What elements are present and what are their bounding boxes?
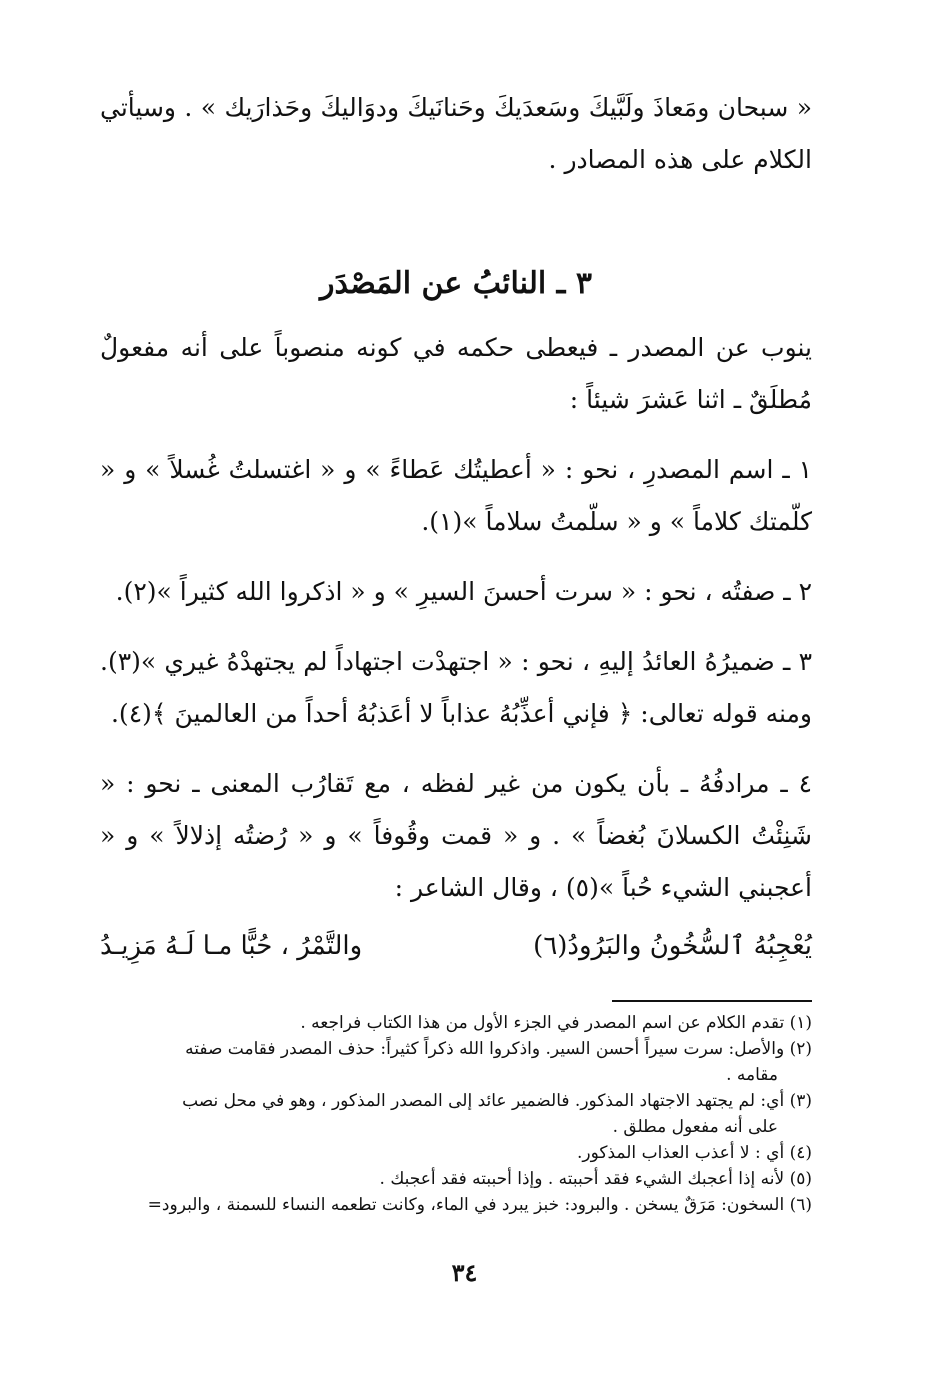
footnote-3: (٣) أي: لم يجتهد الاجتهاد المذكور. فالضمير عائد إلى المصدر المذكور ، وهو في محل نصب على أنه مفعول مطلق . (182, 1091, 812, 1137)
verse-second-hemistich: والتَّمْرُ ، حُبًّا مـا لَـهُ مَزِيـدُ (100, 931, 363, 961)
footnote-6: (٦) السخون: مَرَقٌ يسخن . والبرود: خبز يبرد في الماء، وكانت تطعمه النساء للسمنة ، والبرود= (147, 1195, 812, 1215)
page-body (100, 82, 812, 1218)
paragraph-item-2: ٢ ـ صفتُه ، نحو : « سرت أحسنَ السيرِ » و « اذكروا الله كثيراً »(٢). (115, 577, 812, 606)
footnotes (100, 1010, 812, 1218)
page-number: ٣٤ (451, 1258, 478, 1287)
footnote-5: (٥) لأنه إذا أعجبك الشيء فقد أحببته . وإذا أحببته فقد أعجبك . (379, 1169, 812, 1189)
footnote-divider (612, 1000, 812, 1002)
poetry-verse (100, 920, 812, 972)
section-heading: ٣ ـ النائبُ عن المَصْدَر (320, 266, 592, 301)
verse-first-hemistich: يُعْجِبُهُ ٱلسُّخُونُ والبَرُودُ(٦) (533, 931, 812, 961)
paragraph-intro: « سبحان ومَعاذَ ولَبَّيكَ وسَعدَيكَ وحَنانَيكَ ودوَاليكَ وحَذارَيك » . وسيأتي الكلام على هذه المصادر . (100, 93, 812, 174)
footnote-1: (١) تقدم الكلام عن اسم المصدر في الجزء الأول من هذا الكتاب فراجعه . (300, 1013, 812, 1033)
footnote-2: (٢) والأصل: سرت سيراً أحسن السير. واذكروا الله ذكراً كثيراً: حذف المصدر فقامت صفته مقامه . (185, 1039, 812, 1085)
paragraph-item-1: ١ ـ اسم المصدرِ ، نحو : « أعطيتُك عَطاءً » و « اغتسلتُ غُسلاً » و « كلّمتك كلاماً » و « سلّمتُ سلاماً »(١). (100, 455, 812, 536)
paragraph-item-4: ٤ ـ مرادفُهُ ـ بأن يكون من غير لفظه ، مع تَقارُب المعنى ـ نحو : « شَنِئْتُ الكسلانَ بُغضاً » . و « قمت وقُوفاً » و « رُضتُه إذلالاً » و « أعجبني الشيء حُباً »(٥) ، وقال الشاعر : (100, 769, 812, 902)
paragraph-definition: ينوب عن المصدر ـ فيعطى حكمه في كونه منصوباً على أنه مفعولٌ مُطلَقٌ ـ اثنا عَشرَ شيئاً : (100, 333, 812, 414)
paragraph-item-3: ٣ ـ ضميرُهُ العائدُ إليهِ ، نحو : « اجتهدْت اجتهاداً لم يجتهدْهُ غيري »(٣). ومنه قوله تعالى: ﴿ فإني أعذِّبُهُ عذاباً لا أعَذبُهُ أحداً من العالمينَ ﴾(٤). (100, 647, 812, 728)
footnote-4: (٤) أي : لا أعذب العذاب المذكور. (577, 1143, 812, 1163)
